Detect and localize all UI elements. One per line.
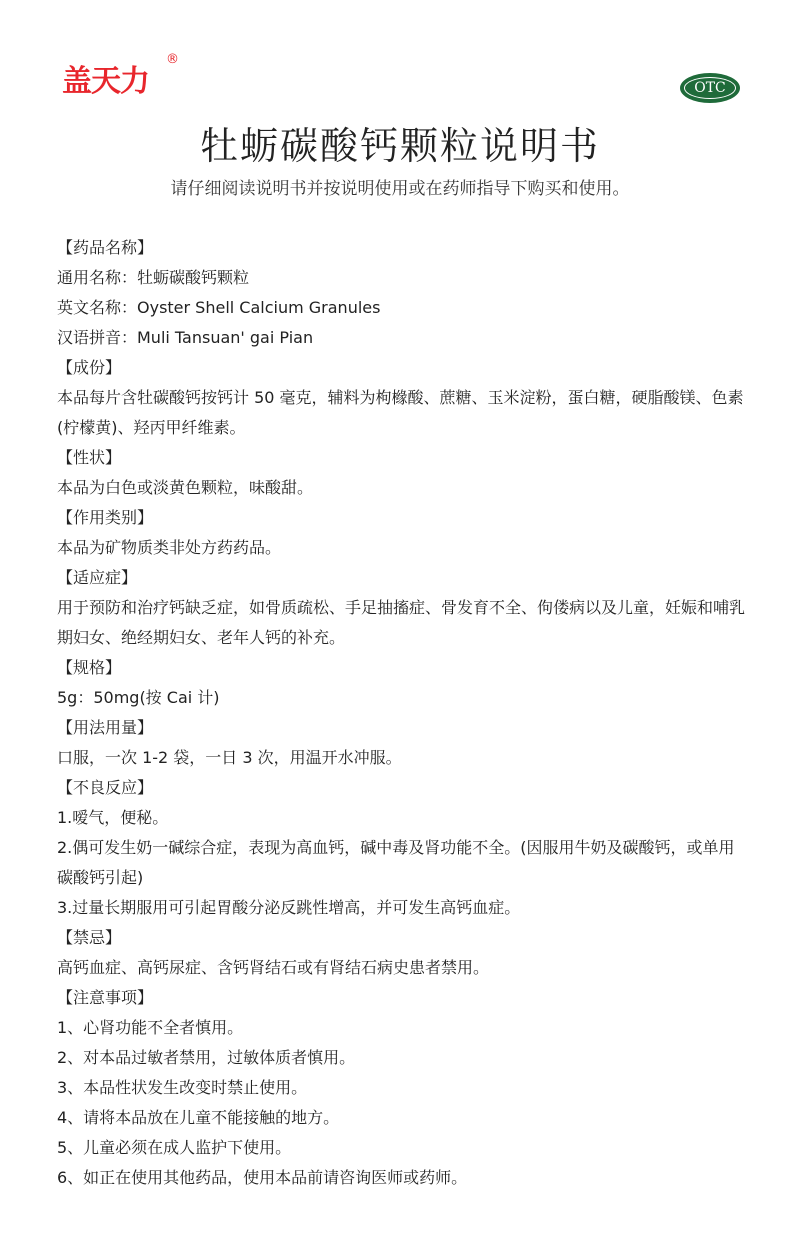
leaflet-content [57, 233, 747, 1193]
section-line: 汉语拼音：Muli Tansuan' gai Pian [57, 328, 314, 347]
section-heading: 【用法用量】 [57, 718, 154, 737]
section-heading: 【注意事项】 [57, 988, 154, 1007]
section-line: 5、儿童必须在成人监护下使用。 [57, 1138, 292, 1157]
section-line: 4、请将本品放在儿童不能接触的地方。 [57, 1108, 340, 1127]
section-line: 1、心肾功能不全者慎用。 [57, 1018, 244, 1037]
section-line: 1.嗳气，便秘。 [57, 808, 169, 827]
section-heading: 【药品名称】 [57, 238, 154, 257]
section-line: 2.偶可发生奶一碱综合症，表现为高血钙，碱中毒及肾功能不全。(因服用牛奶及碳酸钙，或单用碳酸钙引起) [57, 838, 735, 887]
section-line: 5g：50mg(按 Cai 计) [57, 688, 220, 707]
section-heading: 【性状】 [57, 448, 122, 467]
section-line: 3.过量长期服用可引起胃酸分泌反跳性增高，并可发生高钙血症。 [57, 898, 521, 917]
section-heading: 【成份】 [57, 358, 122, 377]
section-line: 本品为矿物质类非处方药药品。 [57, 538, 282, 557]
brand-name: 盖天力 [62, 64, 149, 99]
section-heading: 【不良反应】 [57, 778, 154, 797]
otc-label: OTC [684, 77, 736, 99]
section-heading: 【禁忌】 [57, 928, 122, 947]
otc-badge [680, 73, 740, 103]
section-heading: 【适应症】 [57, 568, 138, 587]
section-line: 6、如正在使用其他药品，使用本品前请咨询医师或药师。 [57, 1168, 468, 1187]
section-line: 用于预防和治疗钙缺乏症，如骨质疏松、手足抽搐症、骨发育不全、佝偻病以及儿童，妊娠和哺乳期妇女、绝经期妇女、老年人钙的补充。 [57, 598, 746, 647]
section-line: 本品每片含牡碳酸钙按钙计 50 毫克，辅料为枸橼酸、蔗糖、玉米淀粉，蛋白糖，硬脂酸镁、色素(柠檬黄)、羟丙甲纤维素。 [57, 388, 744, 437]
section-line: 3、本品性状发生改变时禁止使用。 [57, 1078, 308, 1097]
page-title: 牡蛎碳酸钙颗粒说明书 [199, 124, 600, 168]
section-line: 口服，一次 1-2 袋，一日 3 次，用温开水冲服。 [57, 748, 402, 767]
section-line: 高钙血症、高钙尿症、含钙肾结石或有肾结石病史患者禁用。 [57, 958, 490, 977]
section-line: 英文名称：Oyster Shell Calcium Granules [57, 298, 381, 317]
page-subtitle: 请仔细阅读说明书并按说明使用或在药师指导下购买和使用。 [170, 179, 630, 199]
section-line: 通用名称：牡蛎碳酸钙颗粒 [57, 268, 250, 287]
section-line: 本品为白色或淡黄色颗粒，味酸甜。 [57, 478, 314, 497]
section-heading: 【规格】 [57, 658, 122, 677]
section-heading: 【作用类别】 [57, 508, 154, 527]
registered-mark: ® [166, 52, 179, 67]
brand-logo [62, 52, 179, 100]
section-line: 2、对本品过敏者禁用，过敏体质者慎用。 [57, 1048, 356, 1067]
